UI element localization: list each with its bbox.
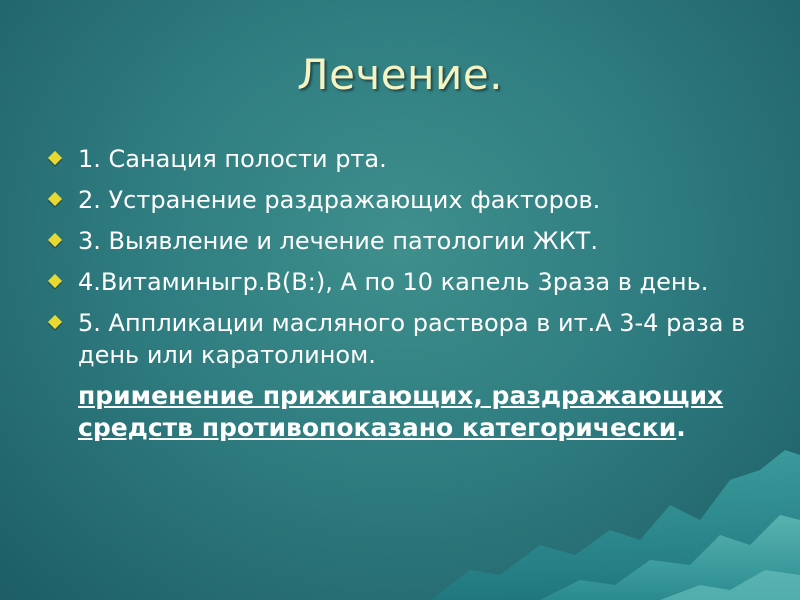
- list-item: [48, 266, 768, 298]
- list-item-text: 3. Выявление и лечение патологии ЖКТ.: [78, 227, 598, 255]
- diamond-bullet-icon: [48, 151, 62, 165]
- list-item-text: 1. Санация полости рта.: [78, 145, 387, 173]
- list-item-text: 4.Витаминыгр.В(В:), А по 10 капель 3раза в день.: [78, 268, 709, 296]
- list-item: [48, 225, 768, 257]
- diamond-bullet-icon: [48, 315, 62, 329]
- list-item: [48, 184, 768, 216]
- slide-title: Лечение.: [296, 50, 504, 99]
- warning-note-punct: .: [676, 413, 686, 442]
- list-item: [48, 307, 768, 371]
- list-item-text: 2. Устранение раздражающих факторов.: [78, 186, 601, 214]
- diamond-bullet-icon: [48, 192, 62, 206]
- diamond-bullet-icon: [48, 274, 62, 288]
- diamond-bullet-icon: [48, 233, 62, 247]
- list-item: [48, 143, 768, 175]
- warning-note-text: применение прижигающих, раздражающих средств противопоказано категорически: [78, 381, 724, 442]
- list-item-text: 5. Аппликации масляного раствора в ит.А 3-4 раза в день или каратолином.: [78, 309, 746, 369]
- warning-note: [78, 380, 768, 444]
- bullet-list: [48, 143, 768, 444]
